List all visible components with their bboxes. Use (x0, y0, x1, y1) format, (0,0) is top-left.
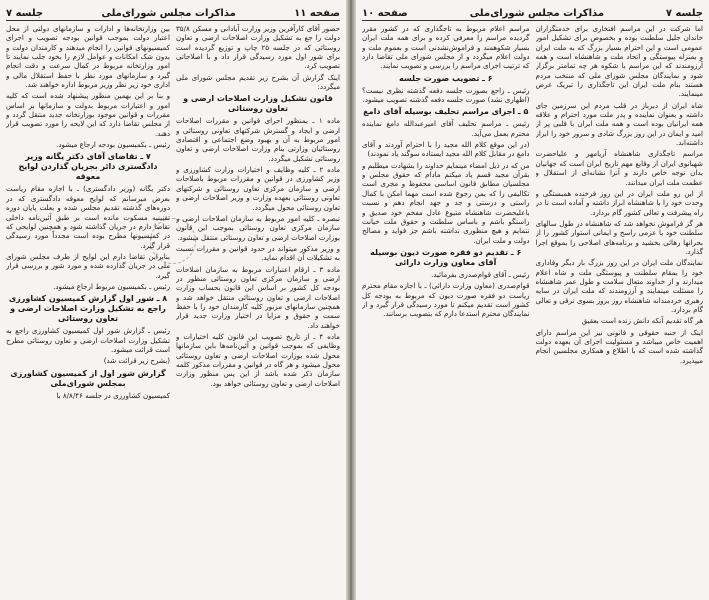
left-page-number: صفحه ۱۱ (294, 7, 340, 19)
paragraph: تبصره ـ کلیه امور مربوط به سازمان اصلاحات ارضی و سازمان مرکزی تعاون روستائی بموجب این قانون بوزارت اصلاحات ارضی و تعاون روستائی منتقل میشود. (176, 213, 340, 242)
section-heading: گزارش شور اول از کمیسیون کشاورزی بمجلس شورای‌ملی (10, 368, 166, 388)
paragraph: و وزیر مذکور میتواند در حدود قوانین و مقررات نسبت به تشکیلات آن اقدام نماید. (176, 243, 340, 263)
right-page-number: صفحه ۱۰ (362, 7, 408, 19)
section-heading: ۶ ـ تصویب صورت جلسه (398, 73, 493, 83)
left-page-column-inner (6, 24, 170, 599)
paragraph: ماده ۲ ـ کلیه وظایف و اختیارات وزارت کشاورزی و وزیر کشاورزی در قوانین و مقررات مربوط باصلاحات ارضی و سازمان مرکزی تعاون روستائی و شرکتهای تعاونی روستائی بعهده وزارت و وزیر اصلاحات ارضی و تعاون روستائی محول میگردد. (176, 165, 340, 212)
paragraph: اینک گزارش آن بشرح زیر تقدیم مجلس شورای ملی میگردد: (176, 72, 340, 92)
paragraph: اما شرکت در این مراسم افتخاری برای خدمتگزاران خاندان جلیل سلطنت بوده و بخصوص برای تشکیل امور عمومی است و این احترام بسیار بزرگ که به ملت ایران و بمنزله پیوستگی و اتحاد ملت و شاهنشاه است و همه آرزومندند که این مراسم با شکوه هر چه تمامتر برگزار شود و نمایندگان مجلس شورای ملی که منتخب مردم هستند بنام ملت ایران این تاجگذاری را تبریک عرض مینمایند. (535, 24, 703, 99)
paragraph: اینک از جنبه حقوقی و قانونی نیز این مراسم دارای اهمیت خاص میباشد و مسئولیت اجرای آن بعهده دولت گذاشته شده است که با اطلاع و همکاری مجلسین انجام میپذیرد. (535, 327, 703, 365)
section-heading: ۸ ـ شور اول گزارش کمیسیون کشاورزی راجع به تشکیل وزارت اصلاحات ارضی و تعاون روستائی (8, 294, 168, 324)
right-page-session: جلسه ۷ (665, 7, 703, 19)
paragraph: مراسم تاجگذاری شاهنشاه آریامهر و علیاحضرت شهبانوی ایران از وقایع مهم تاریخ ایران است که جهانیان بدان توجه خاص دارند و آنرا نشانه‌ای از استقلال و عظمت ملت ایران میدانند. (535, 149, 703, 187)
right-page-header (362, 6, 703, 21)
paragraph: بین وزارتخانه‌ها و ادارات و سازمانهای دولتی از محل اعتبار دولت بموجب قوانین بودجه تصویب و اجرای کمیسیونهای قوانین را انجام میدهند و کارمندان دولت و بدون شک امکانات و عوامل لازم را بخود جلب نمایند تا امور وزارتخانه مربوط در کمال سرعت و دقت انجام گیرد و سازمانهای مورد نظر با حفظ استقلال مالی و اداری خود زیر نظر وزیر مربوط اداره خواهند شد. (6, 24, 170, 90)
section-heading: ۷ ـ تقاضای آقای دکتر یگانه وزیر دادگستری دائر بجریان گذاردن لوایح معوقه (18, 152, 158, 182)
left-page (0, 0, 346, 600)
right-page-column-inner (362, 24, 530, 599)
paragraph: دکتر یگانه (وزیر دادگستری) ـ با اجازه مقام ریاست بعرض میرسانم که لوایح معوقه دادگستری که در دوره‌های گذشته تقدیم مجلس شده و بعلت پایان دوره تقنینیه مسکوت مانده است بر طبق آئین‌نامه داخلی تقاضا دارم در جریان گذاشته شود و همچنین لوایحی که در کمیسیونها مطرح بوده است مجدداً مورد رسیدگی قرار گیرد. (6, 184, 170, 250)
paragraph: رئیس ـ مراسم تحلیف آقای امیرعبدالله دامغ نماینده محترم بعمل می‌آید. (362, 119, 530, 138)
paragraph: هر گز فراموش نخواهد شد که شاهنشاه در طول سالهای سلطنت خود با عزمی راسخ و ایمانی استوار کشور را از بحرانها رهائی بخشید و برنامه‌های اصلاحی را بموقع اجرا گذارد. (535, 218, 703, 256)
paragraph: بنابراین تقاضا دارم این لوایح از طرف مجلس شورای ملی در جریان گذارده شده و مورد شور و بررسی قرار گیرد. (6, 251, 170, 280)
paragraph: و بنا بر این بهمین منظور پیشنهاد شده است که کلیه امور و اعتبارات مربوط بدولت و سازمانها بر اساس مقررات و قوانین موجود بوزارتخانه جدید منتقل گردد و از مجلس تقاضا دارد که این لایحه را مورد تصویب قرار دهند. (6, 91, 170, 138)
paragraph: رئیس ـ گزارش شور اول کمیسیون کشاورزی راجع به تشکیل وزارت اصلاحات ارضی و تعاون روستائی مطرح است قرائت میشود. (6, 326, 170, 354)
paragraph: حضور آقای کارآفرین وزیر وزارت آبادانی و مسکن ۳۵/۸ دولت را جع به تشکیل وزارت اصلاحات ارضی و تعاون روستائی که در جلسه ۲۵ چاپ و توزیع گردیده است برای شور اول مورد رسیدگی قرار داد و با اصلاحاتی تصویب کرد. (176, 24, 340, 71)
left-page-header (6, 6, 340, 21)
right-page-title: مذاکرات مجلس شورای‌ملی (469, 7, 605, 19)
paragraph: کمیسیون کشاورزی در جلسه ۸/۸/۴۶ با (56, 390, 170, 400)
section-heading: قانون تشکیل وزارت اصلاحات ارضی و تعاون روستائی (183, 94, 333, 114)
paragraph: رئیس ـ آقای قوام‌صدری بفرمائید. (431, 269, 530, 279)
right-page-column-outer (536, 24, 704, 599)
paragraph: قوام‌صدری (معاون وزارت دارائی) ـ با اجازه مقام محترم ریاست دو فقره صورت دیون که مربوط به بودجه کل کشور است تقدیم میکنم تا مورد رسیدگی قرار گیرد و از نمایندگان محترم استدعا دارم که بتصویب برسانند. (362, 281, 530, 319)
left-page-session: جلسه ۷ (6, 7, 44, 19)
section-heading: ۶ ـ تقدیم دو فقره صورت دیون بوسیله آقای معاون وزارت دارائی (370, 247, 522, 267)
left-page-column-outer (176, 24, 340, 599)
paragraph: من که در ذیل امضاء مینمایم خداوند را بشهادت میطلبم و بقرآن مجید قسم یاد میکنم مادام که حقوق مجلس و مجلسیان مطابق قانون اساسی محفوظ و مجری است تکالیفی را که بمن رجوع شده است مهما امکن با کمال راستی و درستی و جد و جهد انجام دهم و نسبت باعلیحضرت شاهنشاه متبوع عادل مفخم خود صدیق و راستگو باشم و باساس سلطنت و حقوق ملت خیانت ننمایم و هیچ منظوری نداشته باشم جز فواید و مصالح دولت و ملت ایران. (362, 160, 530, 245)
paragraph: رئیس ـ بکمیسیون بودجه ارجاع میشود. (56, 140, 170, 150)
paragraph: از این رو ملت ایران در این روز فرخنده همبستگی و وحدت خود را با شاهنشاه ابراز داشته و آماده است تا در راه پیشرفت و تعالی کشور گام بردارد. (535, 188, 703, 217)
paragraph: هر گاه تقدیم آنکه دانش زنده است بعقیق (581, 316, 703, 326)
right-page-columns (362, 24, 703, 599)
ink-stamp-mark (150, 218, 196, 264)
paragraph: رئیس ـ راجع بصورت جلسه دفعه گذشته نظری نیست؟ (اظهاری نشد) صورت جلسه دفعه گذشته تصویب میشود. (362, 85, 530, 105)
paragraph: ماده ۳ ـ ارقام اعتبارات مربوط به سازمان اصلاحات ارضی و سازمان مرکزی تعاون روستائی منظور در بودجه کل کشور بر اساس این قانون بحساب وزارت اصلاحات ارضی و تعاون روستائی منتقل خواهد شد و همچنین سازمانهای مزبور کلیه کارمندان خود را با حفظ سمت و حقوق و مزایا در اختیار وزارت جدید قرار خواهند داد. (176, 264, 340, 330)
left-page-title: مذاکرات مجلس شورای‌ملی (101, 7, 236, 19)
book-gutter (346, 0, 356, 600)
right-page (356, 0, 709, 600)
paragraph: ماده ۱ ـ بمنظور اجرای قوانین و مقررات اصلاحات ارضی و ایجاد و گسترش شرکتهای تعاونی روستائی و امور مربوط به آن و بهبود وضع اجتماعی و اقتصادی روستائیان وزارتی بنام وزارت اصلاحات ارضی و تعاون روستائی تشکیل میگردد. (176, 116, 340, 163)
paragraph: مراسم اعلام مربوط به تاجگذاری که در کشور مقرر گردیده مراسم را معرفی کرده و برای همه ملت ایران بسیار شکوهمند و فراموش‌نشدنی است و بعموم ملت و دولت اعلام میگردد و از مجلس شورای ملی تقاضا دارد که ترتیب اجرای مراسم را بررسی و تصویب نمایند. (362, 24, 530, 71)
paragraph: رئیس ـ بکمیسیون مربوط ارجاع میشود. (53, 281, 170, 291)
paragraph: ماده ۴ ـ از تاریخ تصویب این قانون کلیه اختیارات و وظایفی که بموجب قوانین و آئین‌نامه‌ها باین سازمانها محول شده بوزارت اصلاحات ارضی و تعاون روستائی محول میشود و هر گاه در قوانین و مقررات مذکور کلمه سازمان ذکر شده باشد از این پس منظور وزارت اصلاحات ارضی و تعاون روستائی خواهد بود. (176, 331, 340, 388)
left-page-columns (6, 24, 340, 599)
paragraph: نمایندگان ملت ایران در این روز بزرگ بار دیگر وفاداری خود را بمقام سلطنت و پیوستگی ملت و شاه اعلام میدارند و از خداوند متعال سلامت و طول عمر شاهنشاه را مسئلت مینمایند و آرزومندند که ملت ایران در سایه رهبری خردمندانه شاهنشاه روز بروز بسوی ترقی و تعالی گام بردارد. (535, 258, 703, 314)
paragraph: شاه ایران از دیرباز در قلب مردم این سرزمین جای داشته و بعنوان نماینده و پدر ملت مورد احترام و علاقه همه ایرانیان بوده است و همه ملت ایران با قلبی پر از امید و ایمان در این روز بزرگ شادی و سرور خود را ابراز داشته‌اند. (535, 100, 703, 148)
paragraph: (در این موقع کلام الله مجید را با احترام آوردند و آقای دامغ در مقابل کلام الله مجید ایستاده سوگند یاد نمودند) (362, 140, 530, 159)
paragraph: (بشرح زیر قرائت شد) (103, 356, 170, 366)
section-heading: ۵ ـ اجرای مراسم تحلیف بوسیله آقای دامغ (363, 107, 529, 117)
